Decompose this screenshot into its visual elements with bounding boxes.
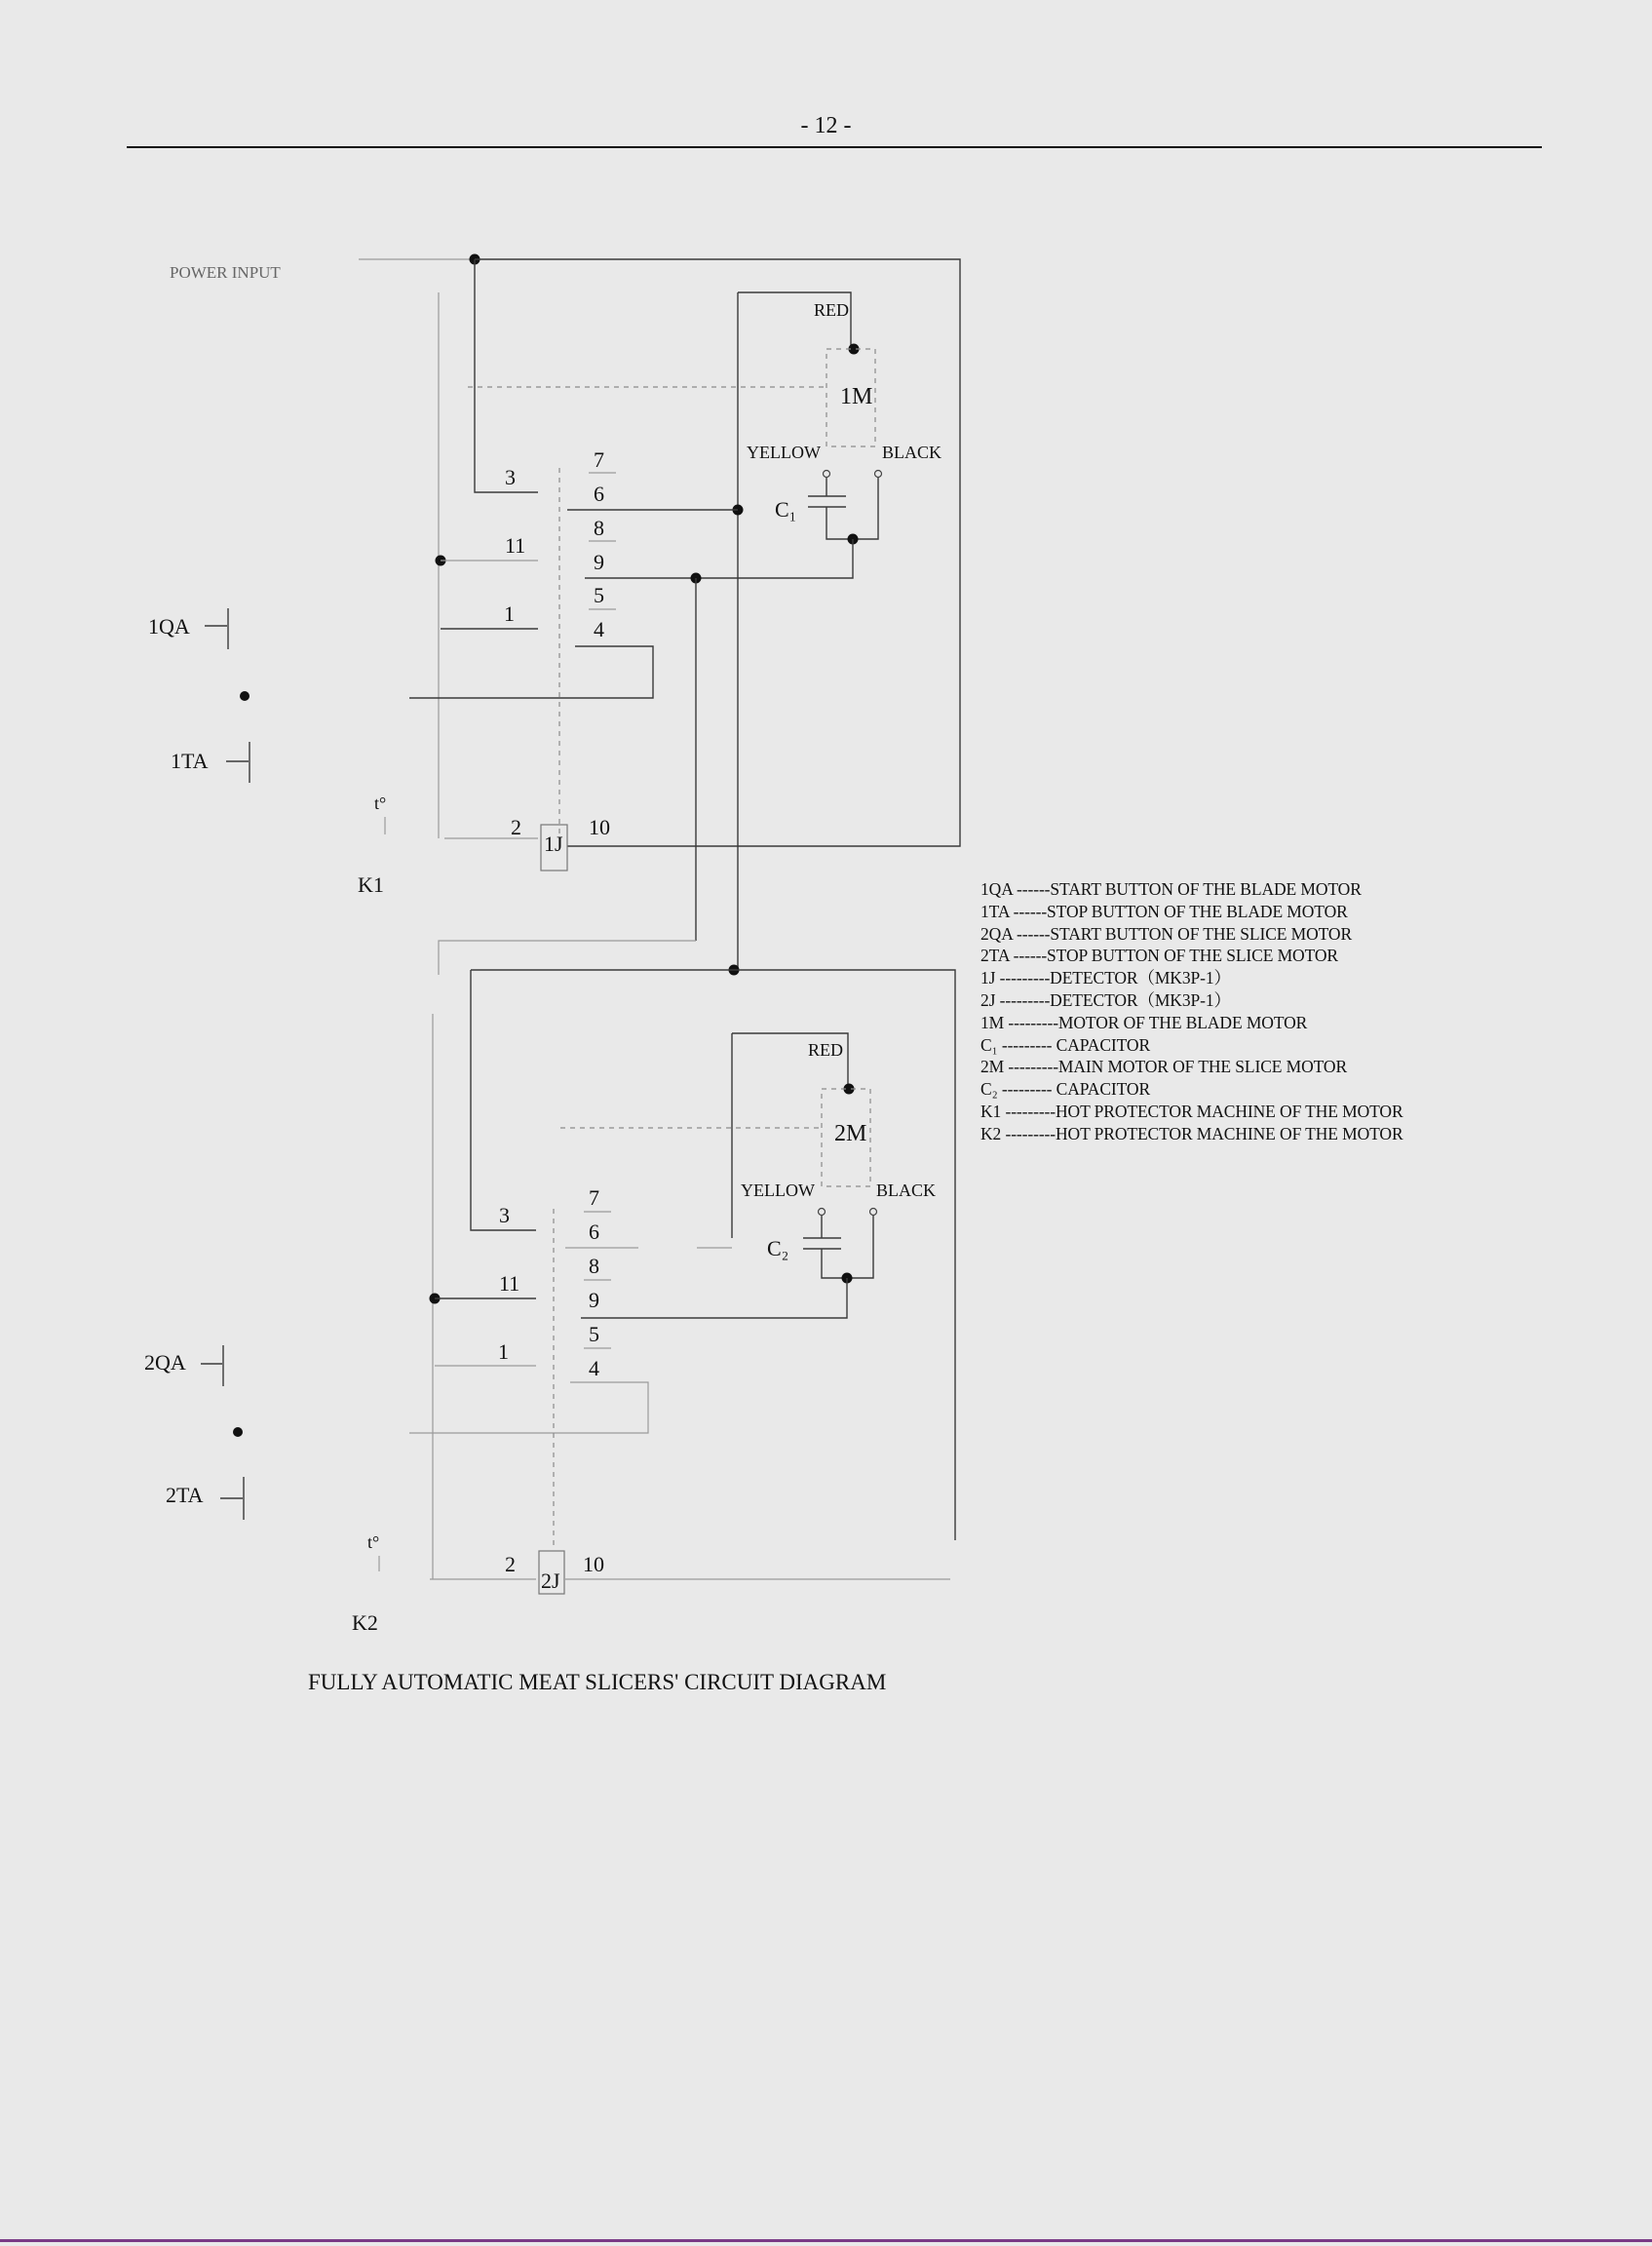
relay1-pin4: 4 (594, 617, 604, 641)
legend-row: 2M ---------MAIN MOTOR OF THE SLICE MOTOR (980, 1057, 1348, 1077)
relay2-left-pin1: 1 (498, 1339, 509, 1364)
motor2-red-label: RED (808, 1040, 843, 1060)
motor1-black-label: BLACK (882, 443, 942, 462)
relay2-coil-pin10: 10 (583, 1552, 604, 1576)
relay1-pin5: 5 (594, 583, 604, 607)
relay2-left-pin11: 11 (499, 1271, 520, 1296)
legend-row: K1 ---------HOT PROTECTOR MACHINE OF THE MOTOR (980, 1101, 1403, 1121)
legend-row: 1M ---------MOTOR OF THE BLADE MOTOR (980, 1012, 1308, 1032)
legend-row: 2TA ------STOP BUTTON OF THE SLICE MOTOR (980, 946, 1338, 966)
relay1-pin6: 6 (594, 482, 604, 506)
relay1-left-pin1: 1 (504, 601, 515, 626)
legend-row: C₂ --------- CAPACITOR (980, 1079, 1151, 1100)
button-2qa-symbol[interactable] (201, 1345, 223, 1386)
button-2ta-symbol[interactable] (220, 1477, 244, 1520)
relay2-pin4: 4 (589, 1356, 599, 1380)
button-1ta-label: 1TA (171, 749, 209, 773)
legend-row: K2 ---------HOT PROTECTOR MACHINE OF THE MOTOR (980, 1123, 1403, 1143)
lower-top-bus (471, 970, 955, 1540)
motor2-common-wire (581, 1278, 847, 1318)
button-2ta-label: 2TA (166, 1483, 204, 1507)
k1-thermal-symbol: t° (374, 794, 387, 813)
relay2-pin4-loop (409, 1382, 648, 1433)
motor2-name: 2M (834, 1121, 867, 1146)
legend-row: 1TA ------STOP BUTTON OF THE BLADE MOTOR (980, 901, 1348, 921)
legend-row: 1J ---------DETECTOR（MK3P-1） (980, 968, 1231, 988)
legend-row: 1QA ------START BUTTON OF THE BLADE MOTOR (980, 879, 1362, 899)
relay1-name: 1J (544, 832, 563, 856)
feed-to-pin3-lower (471, 970, 536, 1230)
relay1-pin4-loop (409, 646, 653, 698)
relay1-left-pin3: 3 (505, 465, 516, 489)
capacitor2-label: C₂ (767, 1236, 789, 1260)
junction-between-1qa-1ta (240, 691, 250, 701)
relay2-pin7: 7 (589, 1185, 599, 1210)
capacitor2-plates (803, 1238, 841, 1249)
button-1qa-label: 1QA (148, 614, 190, 639)
bottom-rule (0, 2239, 1652, 2242)
k1-label: K1 (358, 872, 384, 897)
relay1-pin7: 7 (594, 447, 604, 472)
motor2-black-terminal (870, 1209, 877, 1216)
button-2qa-label: 2QA (144, 1350, 186, 1375)
page-number: - 12 - (800, 113, 852, 138)
capacitor1-plates (808, 496, 846, 507)
legend-row: C₁ --------- CAPACITOR (980, 1034, 1151, 1055)
motor1-yellow-label: YELLOW (747, 443, 821, 462)
k2-label: K2 (352, 1610, 378, 1635)
motor2-yellow-terminal (819, 1209, 826, 1216)
motor2-black-down (847, 1216, 873, 1278)
relay1-pin9: 9 (594, 550, 604, 574)
capacitor1-down (826, 507, 852, 539)
motor1-black-down (852, 478, 878, 539)
k2-thermal-symbol: t° (367, 1532, 380, 1552)
motor1-common-wire (696, 539, 853, 578)
relay2-name: 2J (541, 1568, 560, 1593)
relay1-left-pin11: 11 (505, 533, 526, 558)
motor1-name: 1M (840, 384, 873, 409)
relay1-coil-pin10: 10 (589, 815, 610, 839)
relay2-pin9: 9 (589, 1288, 599, 1312)
relay1-pin8: 8 (594, 516, 604, 540)
legend-row: 2J ---------DETECTOR（MK3P-1） (980, 989, 1231, 1010)
relay2-left-pin3: 3 (499, 1203, 510, 1227)
capacitor2-down (822, 1249, 847, 1278)
diagram-caption: FULLY AUTOMATIC MEAT SLICERS' CIRCUIT DIAGRAM (308, 1670, 887, 1694)
relay1-coil-pin2: 2 (511, 815, 521, 839)
capacitor1-label: C₁ (775, 497, 797, 522)
button-1ta-symbol[interactable] (226, 742, 250, 783)
junction-between-2qa-2ta (233, 1427, 243, 1437)
legend-row: 2QA ------START BUTTON OF THE SLICE MOTOR (980, 923, 1353, 944)
relay2-pin6: 6 (589, 1220, 599, 1244)
motor1-yellow-terminal (824, 471, 830, 478)
relay2-pin5: 5 (589, 1322, 599, 1346)
power-input-label: POWER INPUT (170, 263, 281, 282)
motor2-yellow-label: YELLOW (741, 1181, 815, 1200)
top-bus-wire (475, 259, 960, 846)
motor2-black-label: BLACK (876, 1181, 937, 1200)
relay2-coil-pin2: 2 (505, 1552, 516, 1576)
relay2-pin8: 8 (589, 1254, 599, 1278)
button-1qa-symbol[interactable] (205, 608, 228, 649)
feed-to-pin3-upper (475, 259, 538, 492)
legend (980, 878, 1526, 1145)
motor1-black-terminal (875, 471, 882, 478)
motor1-red-label: RED (814, 300, 849, 320)
